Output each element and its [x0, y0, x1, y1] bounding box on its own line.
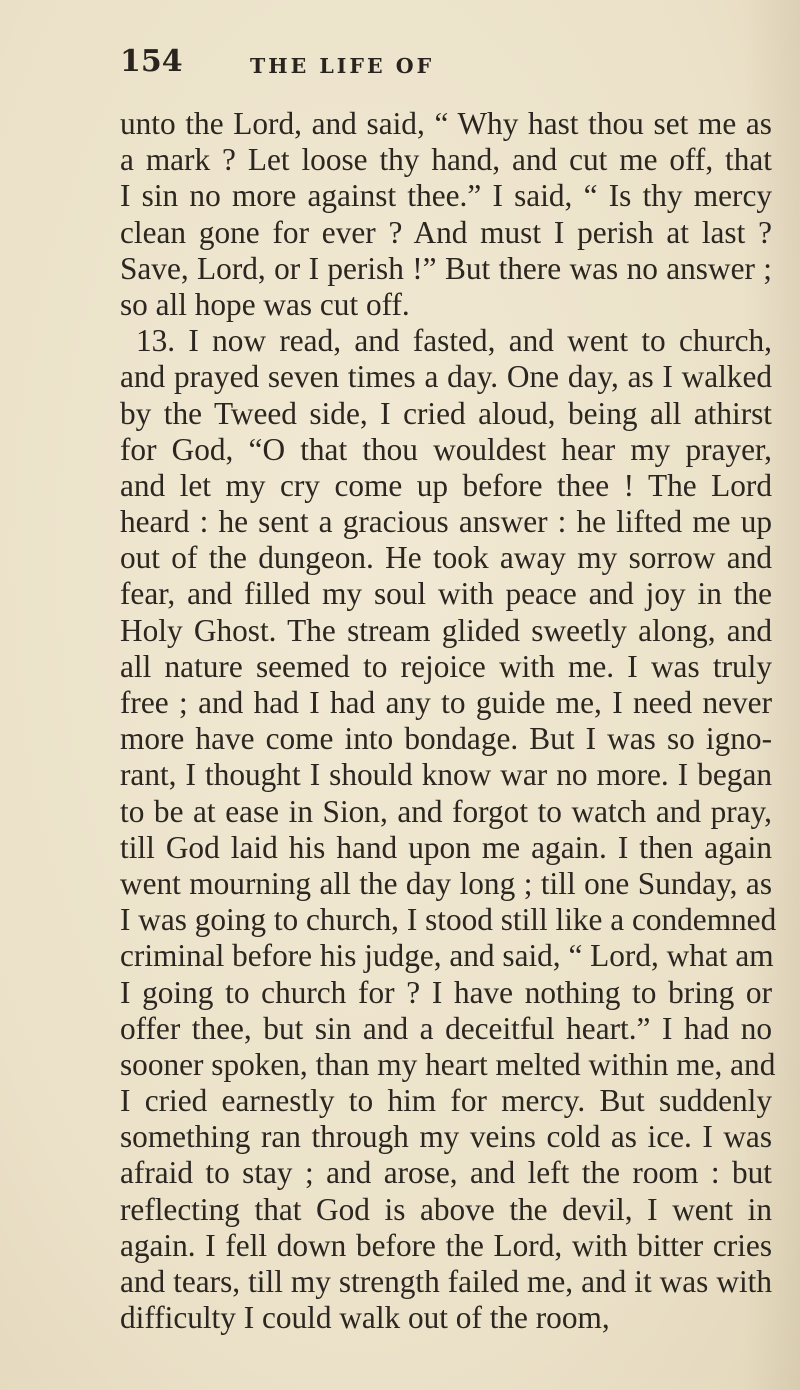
text-line: I sin no more against thee.” I said, “ Is thy mercy: [120, 178, 772, 214]
paragraph-start-line: 13. I now read, and fasted, and went to church,: [136, 323, 772, 359]
text-line: reflecting that God is above the devil, I went in: [120, 1191, 772, 1227]
text-line: more have come into bondage. But I was so igno-: [120, 721, 772, 757]
text-line: I was going to church, I stood still like a condemned: [120, 902, 777, 938]
text-line: fear, and filled my soul with peace and joy in the: [120, 576, 772, 612]
text-line: Save, Lord, or I perish !” But there was no answer ;: [120, 250, 772, 286]
running-head: [120, 44, 760, 84]
text-line: for God, “O that thou wouldest hear my prayer,: [120, 431, 772, 467]
text-line: I cried earnestly to him for mercy. But suddenly: [120, 1083, 772, 1119]
body-text: [120, 106, 777, 1336]
text-line: sooner spoken, than my heart melted within me, and: [120, 1046, 776, 1082]
text-line: by the Tweed side, I cried aloud, being all athirst: [120, 395, 772, 431]
text-line: till God laid his hand upon me again. I then again: [120, 829, 772, 865]
text-line: offer thee, but sin and a deceitful heart.” I had no: [120, 1010, 772, 1046]
text-line: difficulty I could walk out of the room,: [120, 1300, 610, 1336]
text-line: I going to church for ? I have nothing to bring or: [120, 974, 772, 1010]
text-line: went mourning all the day long ; till one Sunday, as: [120, 865, 772, 901]
text-line: out of the dungeon. He took away my sorrow and: [120, 540, 772, 576]
text-line: all nature seemed to rejoice with me. I was truly: [120, 648, 772, 684]
running-title: THE LIFE OF: [250, 54, 435, 78]
text-line: to be at ease in Sion, and forgot to watch and pray,: [120, 793, 772, 829]
text-line: something ran through my veins cold as ice. I was: [120, 1119, 772, 1155]
text-line: and tears, till my strength failed me, and it was with: [120, 1264, 772, 1299]
text-line: Holy Ghost. The stream glided sweetly along, and: [120, 612, 772, 648]
text-line: again. I fell down before the Lord, with bitter cries: [120, 1227, 772, 1263]
text-line: and prayed seven times a day. One day, as I walked: [120, 359, 772, 395]
text-line: a mark ? Let loose thy hand, and cut me off, that: [120, 142, 772, 178]
text-line: so all hope was cut off.: [120, 286, 410, 322]
text-line: criminal before his judge, and said, “ Lord, what am: [120, 938, 774, 974]
text-line: clean gone for ever ? And must I perish at last ?: [120, 214, 772, 250]
text-line: unto the Lord, and said, “ Why hast thou set me as: [120, 106, 772, 141]
text-line: heard : he sent a gracious answer : he lifted me up: [120, 504, 772, 540]
text-line: rant, I thought I should know war no more. I began: [120, 757, 772, 793]
text-line: afraid to stay ; and arose, and left the room : but: [120, 1155, 772, 1191]
page-number: 154: [120, 44, 183, 79]
text-line: free ; and had I had any to guide me, I need never: [120, 685, 772, 720]
text-line: and let my cry come up before thee ! The Lord: [120, 467, 772, 503]
